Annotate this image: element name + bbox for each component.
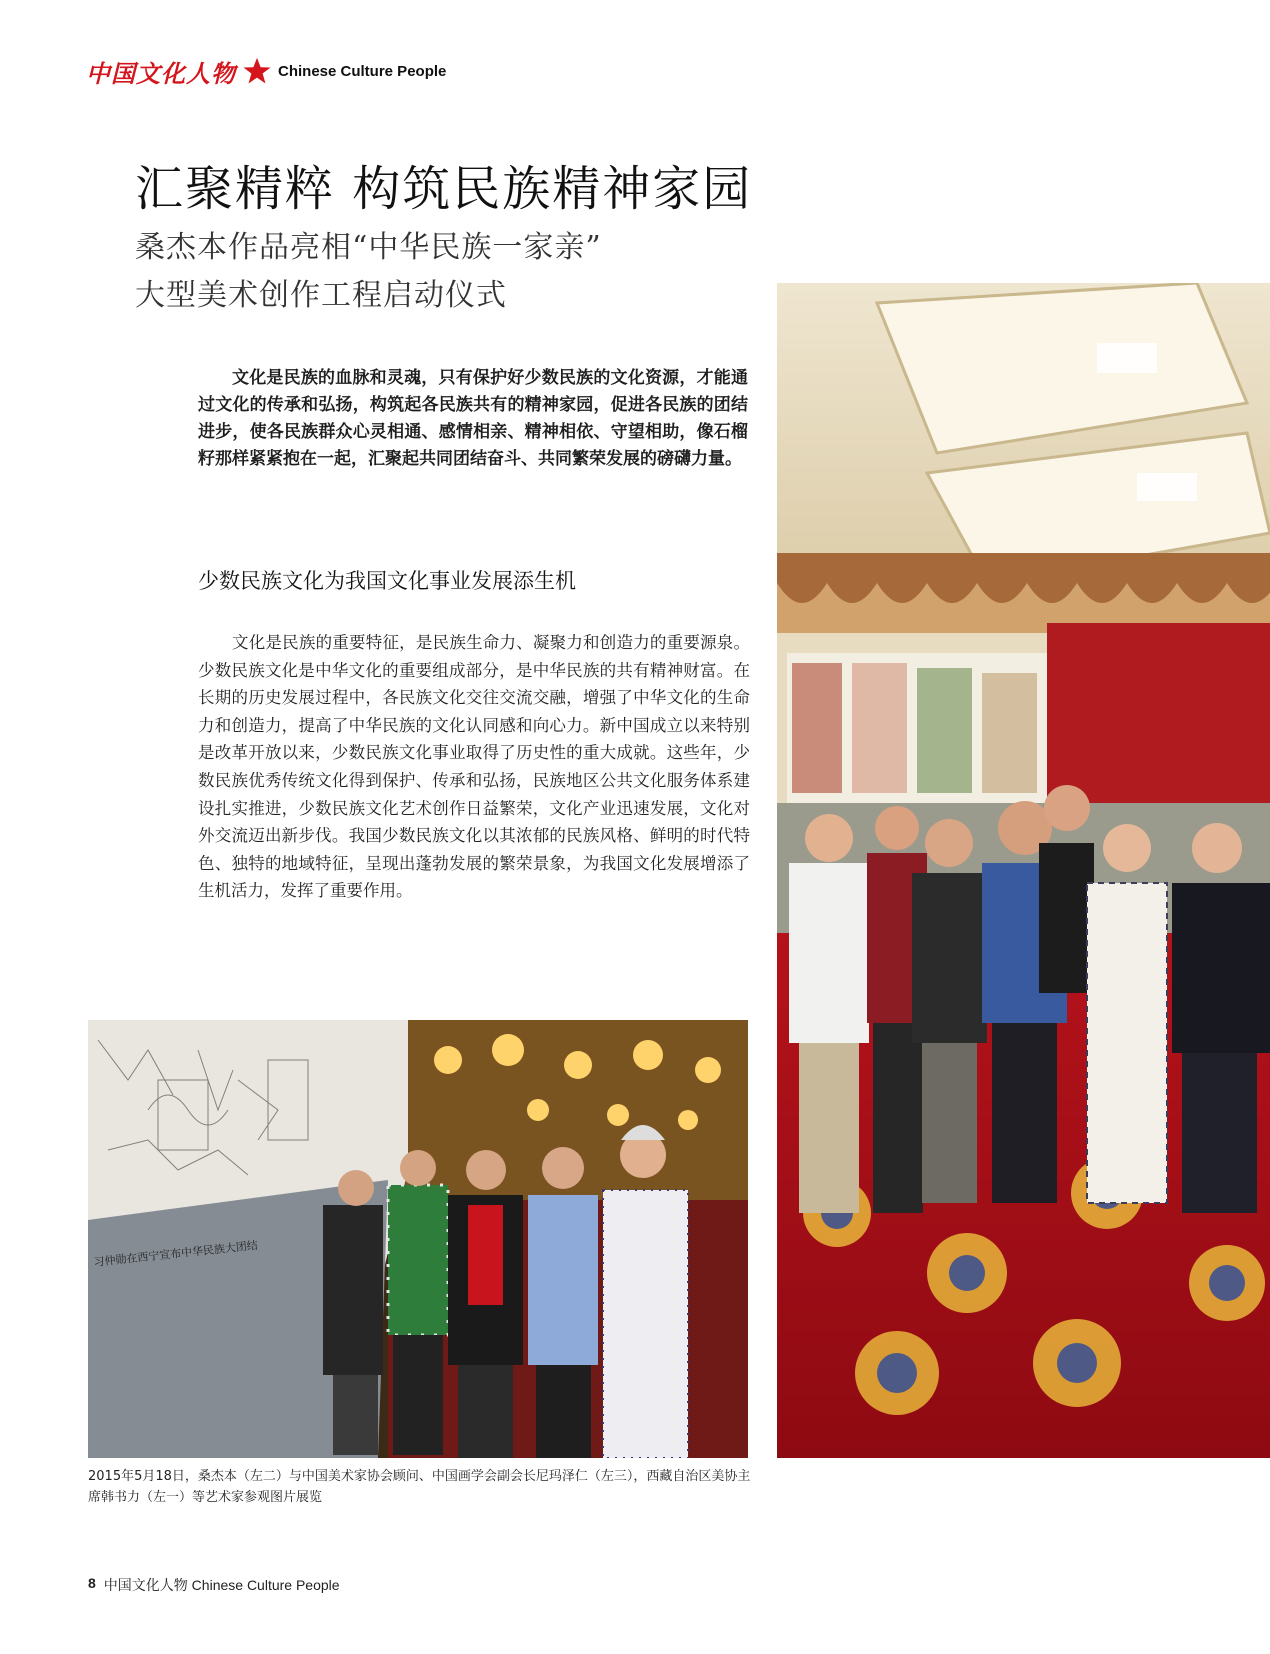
- page-footer: [88, 1575, 340, 1595]
- article-subtitle-line1: 桑杰本作品亮相“中华民族一家亲”: [135, 230, 602, 265]
- body-paragraph: 文化是民族的重要特征，是民族生命力、凝聚力和创造力的重要源泉。少数民族文化是中华文化的重要组成部分，是中华民族的共有精神财富。在长期的历史发展过程中，各民族文化交往交流交融，增强了中华文化的生命力和创造力，提高了中华民族的文化认同感和向心力。新中国成立以来特别是改革开放以来，少数民族文化事业取得了历史性的重大成就。这些年，少数民族优秀传统文化得到保护、传承和弘扬，民族地区公共文化服务体系建设扎实推进，少数民族文化艺术创作日益繁荣，文化产业迅速发展，文化对外交流迈出新步伐。我国少数民族文化以其浓郁的民族风格、鲜明的时代特色、独特的地域特征，呈现出蓬勃发展的繁荣景象，为我国文化发展增添了生机活力，发挥了重要作用。: [198, 633, 750, 901]
- exhibition-photo: [88, 1020, 748, 1458]
- lead-paragraph: 文化是民族的血脉和灵魂，只有保护好少数民族的文化资源，才能通过文化的传承和弘扬，构筑起各民族共有的精神家园，促进各民族的团结进步，使各民族群众心灵相通、感情相亲、精神相依、守望相助，像石榴籽那样紧紧抱在一起，汇聚起共同团结奋斗、共同繁荣发展的磅礴力量。: [198, 368, 748, 469]
- brand-logo-en: Chinese Culture People: [278, 62, 447, 80]
- section-heading: 少数民族文化为我国文化事业发展添生机: [198, 569, 576, 593]
- brand-logo-cn: 中国文化人物: [86, 58, 236, 88]
- magazine-header: [86, 56, 446, 86]
- scroll-inscription: 习仲勋在西宁宣布中华民族大团结: [92, 1238, 259, 1269]
- star-icon: [242, 56, 272, 86]
- article-title: 汇聚精粹 构筑民族精神家园: [135, 161, 753, 217]
- page-number: 8: [88, 1575, 96, 1591]
- footer-text: 中国文化人物 Chinese Culture People: [103, 1577, 340, 1593]
- group-photo: [777, 283, 1270, 1458]
- article-subtitle-line2: 大型美术创作工程启动仪式: [135, 278, 507, 313]
- photo-caption: 2015年5月18日，桑杰本（左二）与中国美术家协会顾问、中国画学会副会长尼玛泽仁（左三），西藏自治区美协主席韩书力（左一）等艺术家参观图片展览: [88, 1469, 751, 1505]
